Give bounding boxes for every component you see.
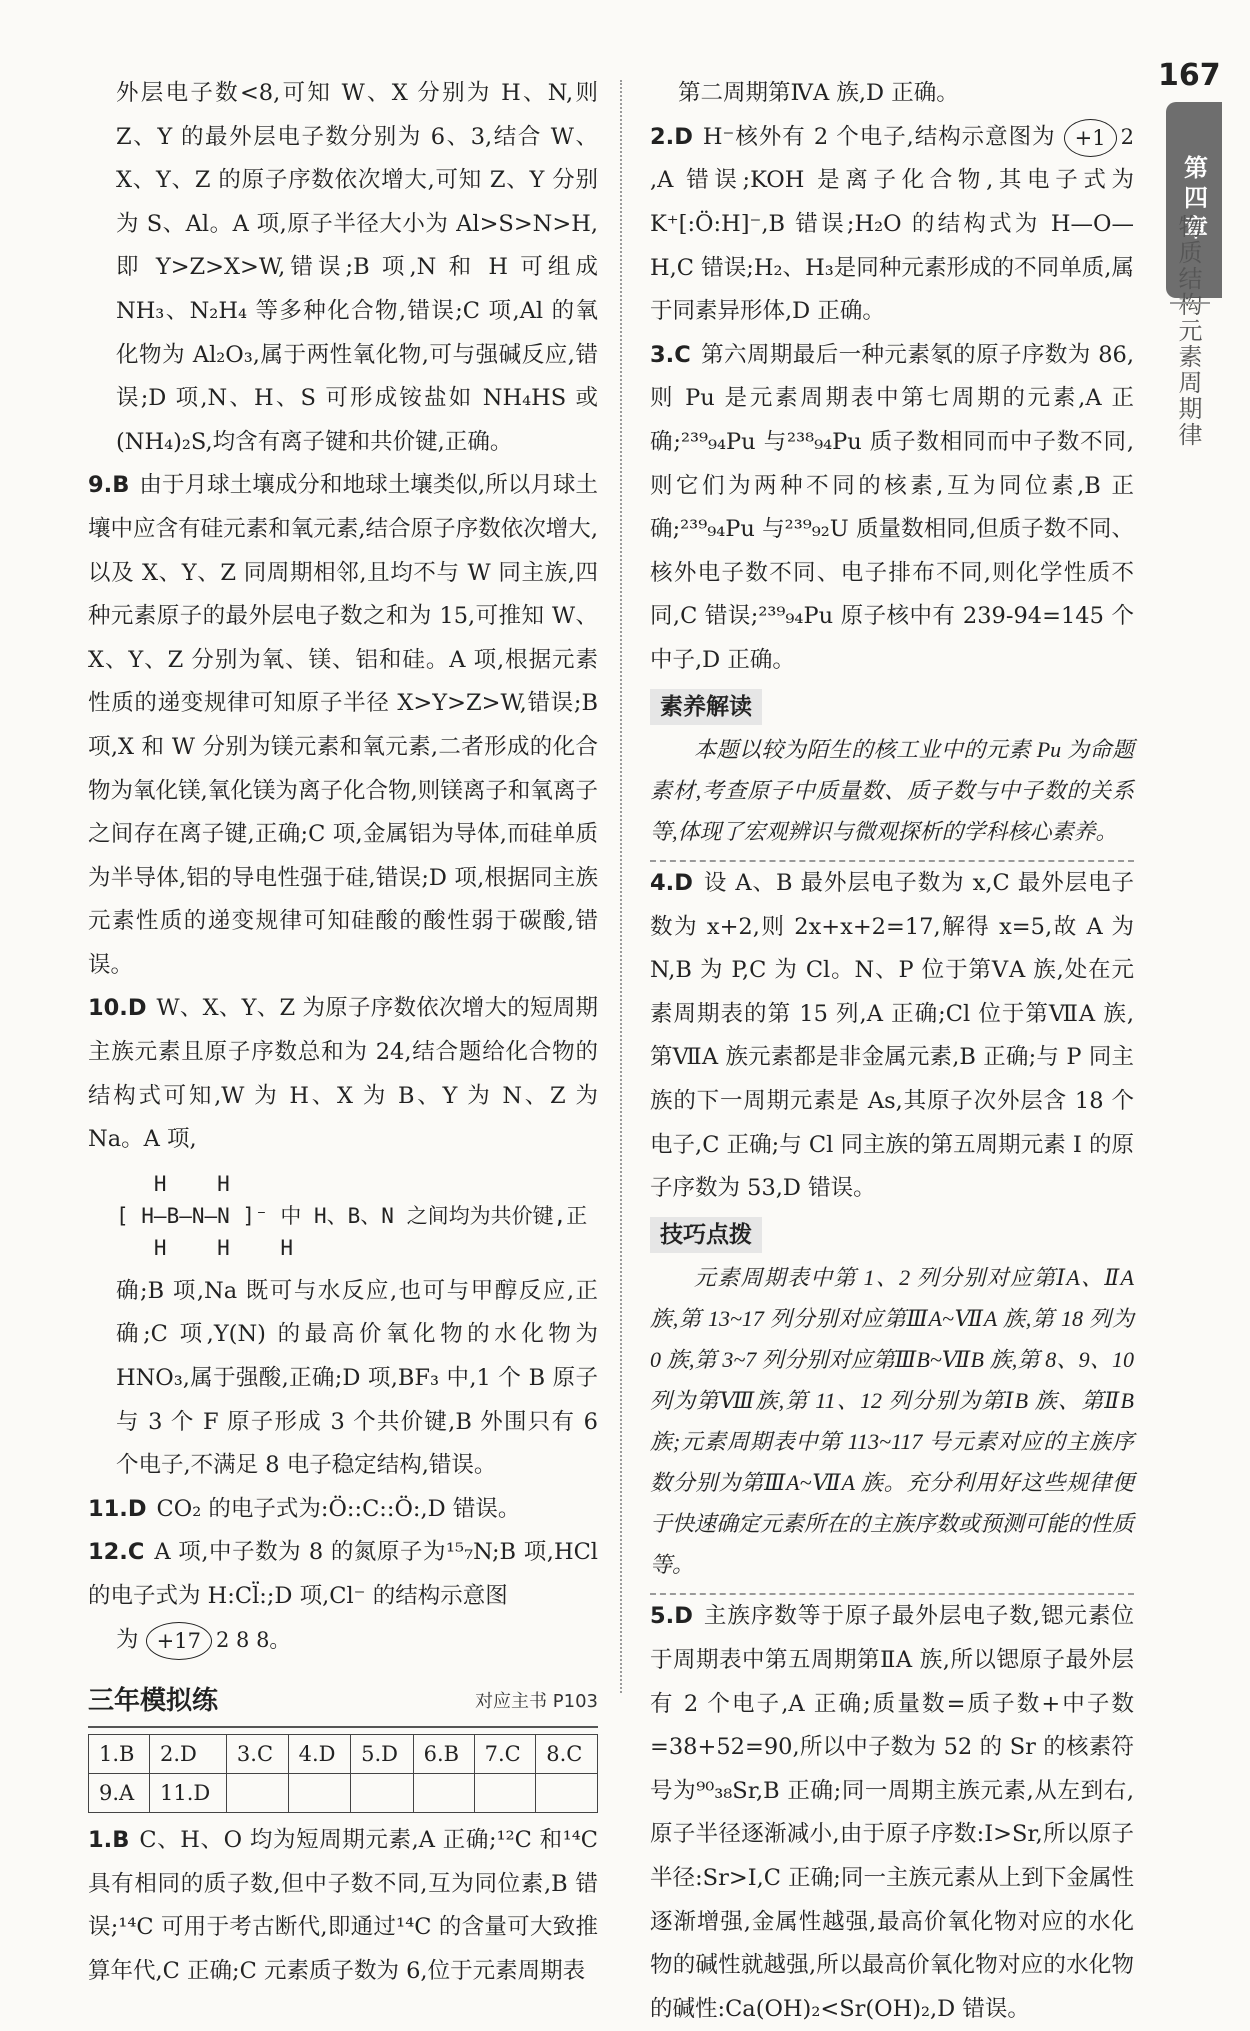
section-title: 三年模拟练 [88,1686,219,1717]
table-cell: 3.C [226,1734,288,1773]
answer-11 [88,1488,598,1532]
question-number: 2. [650,123,675,150]
answer-option: D [674,123,693,150]
answer-option: C [127,1539,145,1566]
mock-answer-4 [650,862,1134,1211]
literacy-box-text: 本题以较为陌生的核工业中的元素 Pu 为命题素材,考查原子中质量数、质子数与中子数的关系等,体现了宏观辨识与微观探析的学科核心素养。 [650,729,1134,862]
tips-box-text: 元素周期表中第 1、2 列分别对应第ⅠA、ⅡA 族,第 13~17 列分别对应第ⅢA~ⅦA 族,第 18 列为 0 族,第 3~7 列分别对应第ⅢB~ⅦB 族,第 8、9、10 列为第Ⅷ族,第 11、12 列分别为第ⅠB 族、第ⅡB 族;元素周期表中第 113~117 号元素对应的主族序数分别为第ⅢA~ⅦA 族。充分利用好这些规律便于快速确定元素所在的主族序数或预测可能的性质等。 [650,1257,1134,1595]
side-divider [1170,302,1210,304]
column-divider [620,80,622,1693]
table-cell: 5.D [351,1734,414,1773]
diagram-prefix: 为 [116,1626,139,1653]
answer-10-continued: 确;B 项,Na 既可与水反应,也可与甲醇反应,正确;C 项,Y(N) 的最高价氧化物的水化物为 HNO₃,属于强酸,正确;D 项,BF₃ 中,1 个 B 原子与 3 个 F 原子形成 3 个共价键,B 外围只有 6 个电子,不满足 8 电子稳定结构,错误。 [116,1277,598,1479]
question-number: 4. [650,870,675,897]
right-column [650,72,1134,2031]
answer-option: D [127,995,147,1022]
question-number: 11. [88,1495,128,1522]
table-cell: 8.C [536,1734,598,1773]
answer-text: 由于月球土壤成分和地球土壤类似,所以月球土壤中应含有硅元素和氧元素,结合原子序数依次增大,以及 X、Y、Z 同周期相邻,且均不与 W 同主族,四种元素原子的最外层电子数之和为 15,可推知 W、X、Y、Z 分别为氧、镁、铝和硅。A 项,根据元素性质的递变规律可知原子半径 X>Y>Z>W,错误;B 项,X 和 W 分别为镁元素和氧元素,二者形成的化合物为氧化镁,氧化镁为离子化合物,则镁离子和氧离子之间存在离子键,正确;C 项,金属铝为导体,而硅单质为半导体,铝的导电性强于硅,错误;D 项,根据同主族元素性质的递变规律可知硅酸的酸性弱于碳酸,错误。 [88,472,598,978]
table-cell: 1.B [89,1734,150,1773]
table-cell: 9.A [89,1773,150,1812]
answer-option: D [674,870,693,897]
chapter-section-label: 物质结构 [1174,214,1202,318]
nucleus-circle: +1 [1064,119,1117,157]
answer-option: B [112,472,130,499]
answer-text: 设 A、B 最外层电子数为 x,C 最外层电子数为 x+2,则 2x+x+2=17,解得 x=5,故 A 为 N,B 为 P,C 为 Cl。N、P 位于第ⅤA 族,处在元素周期表的第 15 列,A 正确;Cl 位于第ⅦA 族,第ⅦA 族元素都是非金属元素,B 正确;与 P 同主族的下一周期元素是 As,其原子次外层含 18 个电子,C 正确;与 Cl 同主族的第五周期元素 I 的原子序数为 53,D 错误。 [650,870,1134,1202]
section-header [88,1680,598,1728]
table-cell: 4.D [288,1734,351,1773]
table-cell [413,1773,474,1812]
mock-answer-1 [88,1819,598,1993]
table-cell [226,1773,288,1812]
mock-answer-5 [650,1595,1134,2031]
page-number: 167 [1158,58,1221,93]
answer-text: 第六周期最后一种元素氡的原子序数为 86,则 Pu 是元素周期表中第七周期的元素,A 正确;²³⁹₉₄Pu 与²³⁸₉₄Pu 质子数相同而中子数不同,则它们为两种不同的核素,互为同位素,B 正确;²³⁹₉₄Pu 与²³⁹₉₂U 质量数相同,但质子数不同、核外电子数不同、电子排布不同,则化学性质不同,C 错误;²³⁹₉₄Pu 原子核中有 239-94=145 个中子,D 正确。 [650,341,1134,673]
table-cell [536,1773,598,1812]
structure-row-middle: [ H—B—N—N ]⁻ 中 H、B、N 之间均为共价键,正 [116,1203,588,1228]
continued-paragraph: 第二周期第ⅣA 族,D 正确。 [678,80,959,106]
question-number: 10. [88,995,128,1022]
question-number: 1. [88,1826,113,1853]
table-cell: 7.C [474,1734,536,1773]
answer-text-continued: ,A 错误;KOH 是离子化合物,其电子式为 K⁺[:Ö:H]⁻,B 错误;H₂O 的结构式为 H—O—H,C 错误;H₂、H₃是同种元素形成的不同单质,属于同素异形体,D 正确。 [650,167,1134,325]
structure-row-top: H H [116,1171,230,1196]
question-number: 9. [88,472,113,499]
chapter-tab: 第四章 [1166,102,1222,298]
table-row [89,1734,598,1773]
answer-text: CO₂ 的电子式为:Ö::C::Ö:,D 错误。 [156,1495,521,1522]
atom-structure-diagram [1064,116,1134,160]
answer-10 [88,987,598,1161]
answer-table [88,1734,598,1813]
electron-shells: 2 [1120,124,1134,149]
table-cell: 2.D [149,1734,226,1773]
tips-box-title: 技巧点拨 [650,1217,762,1253]
answer-text: A 项,中子数为 8 的氮原子为¹⁵₇N;B 项,HCl 的电子式为 H:Cl̈:;D 项,Cl⁻ 的结构示意图 [88,1539,598,1609]
answer-text: 主族序数等于原子最外层电子数,锶元素位于周期表中第五周期第ⅡA 族,所以锶原子最外层有 2 个电子,A 正确;质量数=质子数+中子数=38+52=90,所以中子数为 52 的 Sr 的核素符号为⁹⁰₃₈Sr,B 正确;同一周期主族元素,从左到右,原子半径逐渐减小,由于原子序数:I>Sr,所以原子半径:Sr>I,C 正确;同一主族元素从上到下金属性逐渐增强,金属性越强,最高价氧化物对应的水化物的碱性就越强,所以最高价氧化物对应的水化物的碱性:Ca(OH)₂<Sr(OH)₂,D 错误。 [650,1603,1134,2022]
continued-paragraph: 外层电子数<8,可知 W、X 分别为 H、N,则 Z、Y 的最外层电子数分别为 6、3,结合 W、X、Y、Z 的原子序数依次增大,可知 Z、Y 分别为 S、Al。A 项,原子半径大小为 Al>S>N>H,即 Y>Z>X>W,错误;B 项,N 和 H 可组成 NH₃、N₂H₄ 等多种化合物,错误;C 项,Al 的氧化物为 Al₂O₃,属于两性氧化物,可与强碱反应,错误;D 项,N、H、S 可形成铵盐如 NH₄HS 或(NH₄)₂S,均含有离子键和共价键,正确。 [116,80,598,455]
structural-formula [88,1168,598,1264]
mock-answer-2 [650,116,1134,334]
section-reference: 对应主书 P103 [475,1691,598,1713]
table-cell: 11.D [149,1773,226,1812]
chloride-diagram-line [88,1619,598,1663]
question-number: 12. [88,1539,128,1566]
table-cell: 6.B [413,1734,474,1773]
left-column [88,72,598,1993]
answer-option: B [112,1826,130,1853]
literacy-box-title: 素养解读 [650,689,762,725]
answer-12 [88,1531,598,1618]
answer-option: C [674,341,691,368]
answer-option: D [127,1495,147,1522]
answer-9 [88,464,598,987]
answer-text: C、H、O 均为短周期元素,A 正确;¹²C 和¹⁴C 具有相同的质子数,但中子数不同,互为同位素,B 错误;¹⁴C 可用于考古断代,即通过¹⁴C 的含量可大致推算年代,C 正确;C 元素质子数为 6,位于元素周期表 [88,1826,598,1984]
table-row [89,1773,598,1812]
electron-shells: 2 8 8。 [216,1627,291,1652]
question-number: 5. [650,1603,675,1630]
table-cell [474,1773,536,1812]
mock-answer-3 [650,334,1134,683]
chapter-topic-label: 元素周期律 [1174,318,1202,448]
table-cell [351,1773,414,1812]
nucleus-circle: +17 [146,1622,212,1660]
atom-structure-diagram [146,1619,291,1663]
question-number: 3. [650,341,675,368]
answer-text: H⁻核外有 2 个电子,结构示意图为 [702,123,1056,150]
structure-row-bottom: H H H [116,1235,294,1260]
table-cell [288,1773,351,1812]
answer-option: D [674,1603,693,1630]
answer-text: W、X、Y、Z 为原子序数依次增大的短周期主族元素且原子序数总和为 24,结合题给化合物的结构式可知,W 为 H、X 为 B、Y 为 N、Z 为 Na。A 项, [88,995,598,1153]
